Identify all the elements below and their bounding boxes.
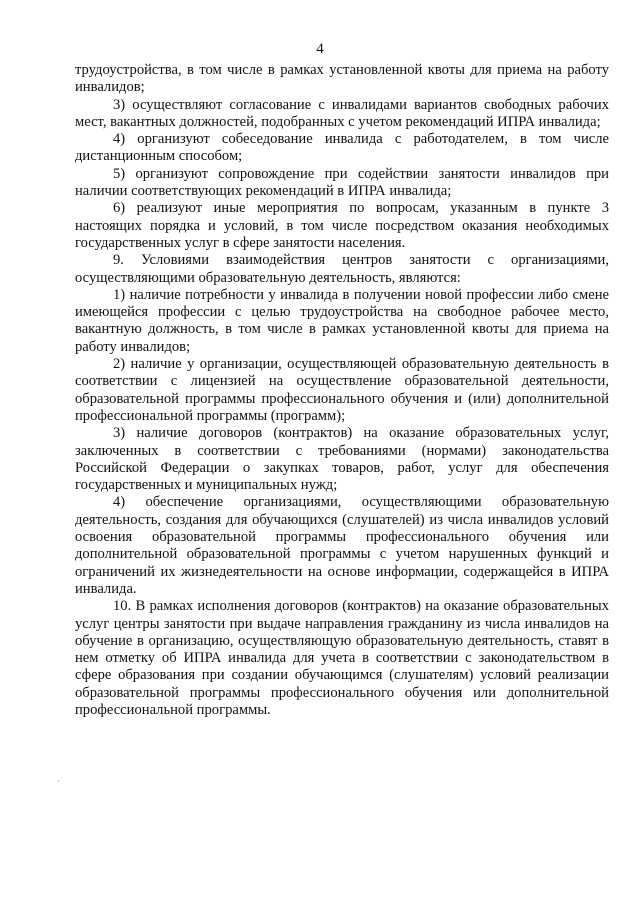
- paragraph-section-9-item-4: 4) обеспечение организациями, осуществляющими образовательную деятельность, создания для обучающихся (слушателей) из числа инвалидов условий освоения образовательной программы профессионального обучения или дополнительной образовательной программы с учетом нарушенных функций и ограничений их жизнедеятельности на основе информации, содержащейся в ИПРА инвалида.: [75, 494, 609, 597]
- paragraph-section-9-item-1: 1) наличие потребности у инвалида в получении новой профессии либо смене имеющейся профессии с целью трудоустройства на свободное рабочее место, вакантную должность, в том числе в рамках установленной квоты для приема на работу инвалидов;: [75, 286, 609, 355]
- paragraph-section-9: 9. Условиями взаимодействия центров занятости с организациями, осуществляющими образовательную деятельность, являются:: [75, 252, 609, 286]
- scan-mark: [58, 780, 59, 782]
- page-number: 4: [316, 41, 324, 57]
- paragraph-section-9-item-2: 2) наличие у организации, осуществляющей образовательную деятельность в соответствии с лицензией на осуществление образовательной деятельности, образовательной программы профессионального обучения и (или) дополнительной профессиональной программы (программ);: [75, 356, 609, 424]
- paragraph-item-4: 4) организуют собеседование инвалида с работодателем, в том числе дистанционным способом;: [75, 131, 609, 165]
- paragraph-item-5: 5) организуют сопровождение при содействии занятости инвалидов при наличии соответствующих рекомендаций в ИПРА инвалида;: [75, 165, 609, 200]
- document-body: [75, 62, 609, 719]
- paragraph-section-10: 10. В рамках исполнения договоров (контрактов) на оказание образовательных услуг центры занятости при выдаче направления гражданину из числа инвалидов на обучение в организацию, осуществляющую образовательную деятельность, ставят в нем отметку об ИПРА инвалида для учета в соответствии с законодательством в сфере образования при создании обучающимся (слушателям) условий реализации образовательной программы профессионального обучения или дополнительной профессиональной программы.: [75, 598, 609, 718]
- paragraph-item-6: 6) реализуют иные мероприятия по вопросам, указанным в пункте 3 настоящих порядка и условий, в том числе посредством оказания необходимых государственных услуг в сфере занятости населения.: [75, 200, 609, 251]
- paragraph-item-3: 3) осуществляют согласование с инвалидами вариантов свободных рабочих мест, вакантных должностей, подобранных с учетом рекомендаций ИПРА инвалида;: [75, 96, 609, 130]
- paragraph-section-9-item-3: 3) наличие договоров (контрактов) на оказание образовательных услуг, заключенных в соответствии с требованиями (нормами) законодательства Российской Федерации о закупках товаров, работ, услуг для обеспечения государственных и муниципальных нужд;: [75, 425, 609, 494]
- paragraph-continuation: трудоустройства, в том числе в рамках установленной квоты для приема на работу инвалидов;: [75, 62, 609, 96]
